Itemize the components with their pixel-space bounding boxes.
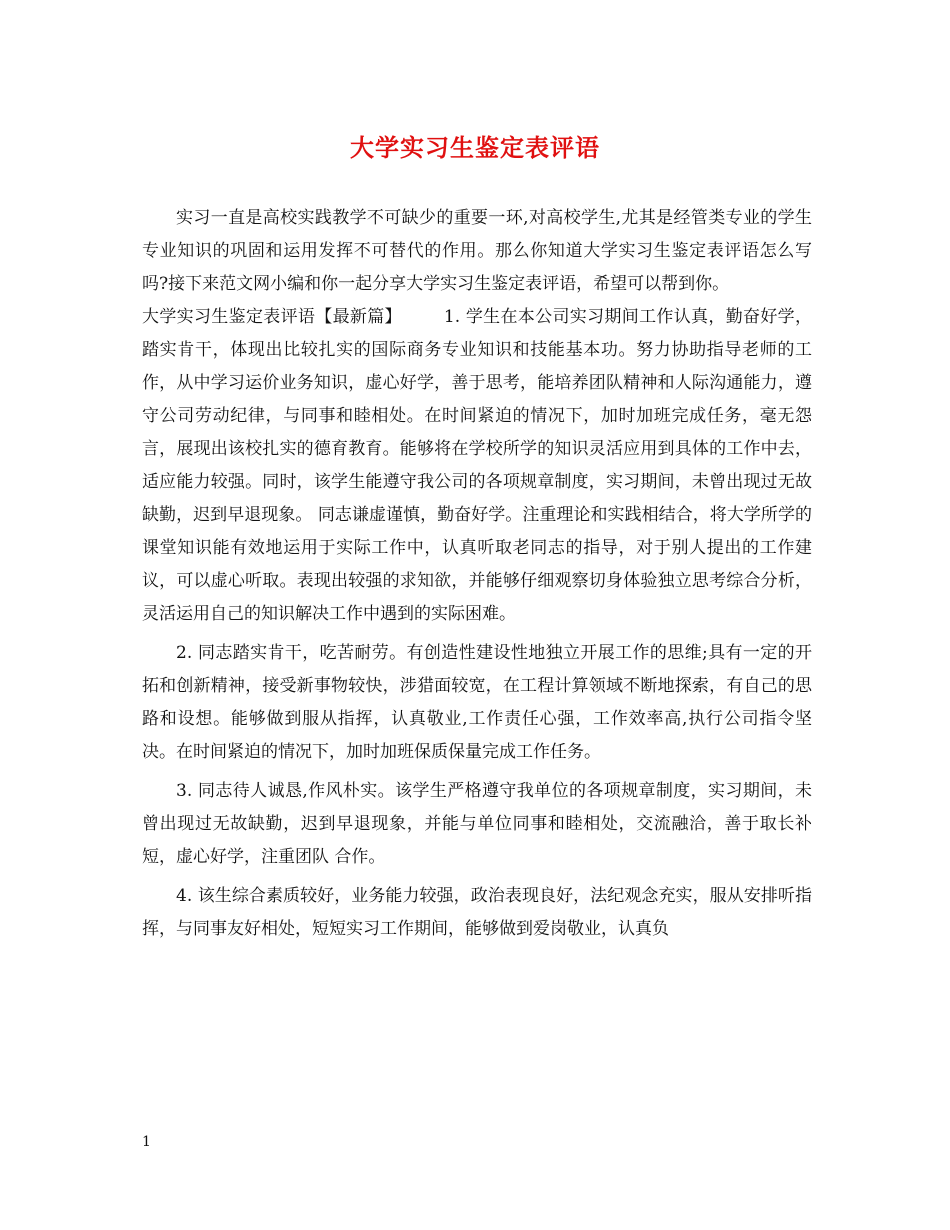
item-2-paragraph: 2. 同志踏实肯干，吃苦耐劳。有创造性建设性地独立开展工作的思维;具有一定的开拓和创新精神，接受新事物较快，涉猎面较宽，在工程计算领域不断地探索，有自己的思路和设想。能够做到服从指挥，认真敬业,工作责任心强，工作效率高,执行公司指令坚决。在时间紧迫的情况下，加时加班保质保量完成工作任务。: [142, 643, 812, 762]
item-3-paragraph: 3. 同志待人诚恳,作风朴实。该学生严格遵守我单位的各项规章制度，实习期间，未曾出现过无故缺勤，迟到早退现象，并能与单位同事和睦相处，交流融洽，善于取长补短，虚心好学，注重团队 合作。: [142, 781, 812, 867]
document-body: [142, 202, 812, 946]
item-4-paragraph: 4. 该生综合素质较好，业务能力较强，政治表现良好，法纪观念充实，服从安排听指挥，与同事友好相处，短短实习工作期间，能够做到爱岗敬业，认真负: [142, 886, 812, 939]
document-title: 大学实习生鉴定表评语: [350, 133, 600, 162]
intro-paragraph: 实习一直是高校实践教学不可缺少的重要一环,对高校学生,尤其是经管类专业的学生专业知识的巩固和运用发挥不可替代的作用。那么你知道大学实习生鉴定表评语怎么写吗?接下来范文网小编和你一起分享大学实习生鉴定表评语，希望可以帮到你。: [142, 208, 812, 294]
section-heading: 大学实习生鉴定表评语【最新篇】: [142, 307, 402, 327]
item-1-text: 1. 学生在本公司实习期间工作认真，勤奋好学，踏实肯干，体现出比较扎实的国际商务专业知识和技能基本功。努力协助指导老师的工作，从中学习运价业务知识，虚心好学，善于思考，能培养团队精神和人际沟通能力，遵守公司劳动纪律，与同事和睦相处。在时间紧迫的情况下，加时加班完成任务，毫无怨言，展现出该校扎实的德育教育。能够将在学校所学的知识灵活应用到具体的工作中去，适应能力较强。同时，该学生能遵守我公司的各项规章制度，实习期间，未曾出现过无故缺勤，迟到早退现象。 同志谦虚谨慎，勤奋好学。注重理论和实践相结合，将大学所学的课堂知识能有效地运用于实际工作中，认真听取老同志的指导，对于别人提出的工作建议，可以虚心听取。表现出较强的求知欲，并能够仔细观察切身体验独立思考综合分析，灵活运用自己的知识解决工作中遇到的实际困难。: [142, 307, 812, 624]
section-with-item-1: [142, 301, 812, 631]
page-number: 1: [142, 1134, 151, 1150]
